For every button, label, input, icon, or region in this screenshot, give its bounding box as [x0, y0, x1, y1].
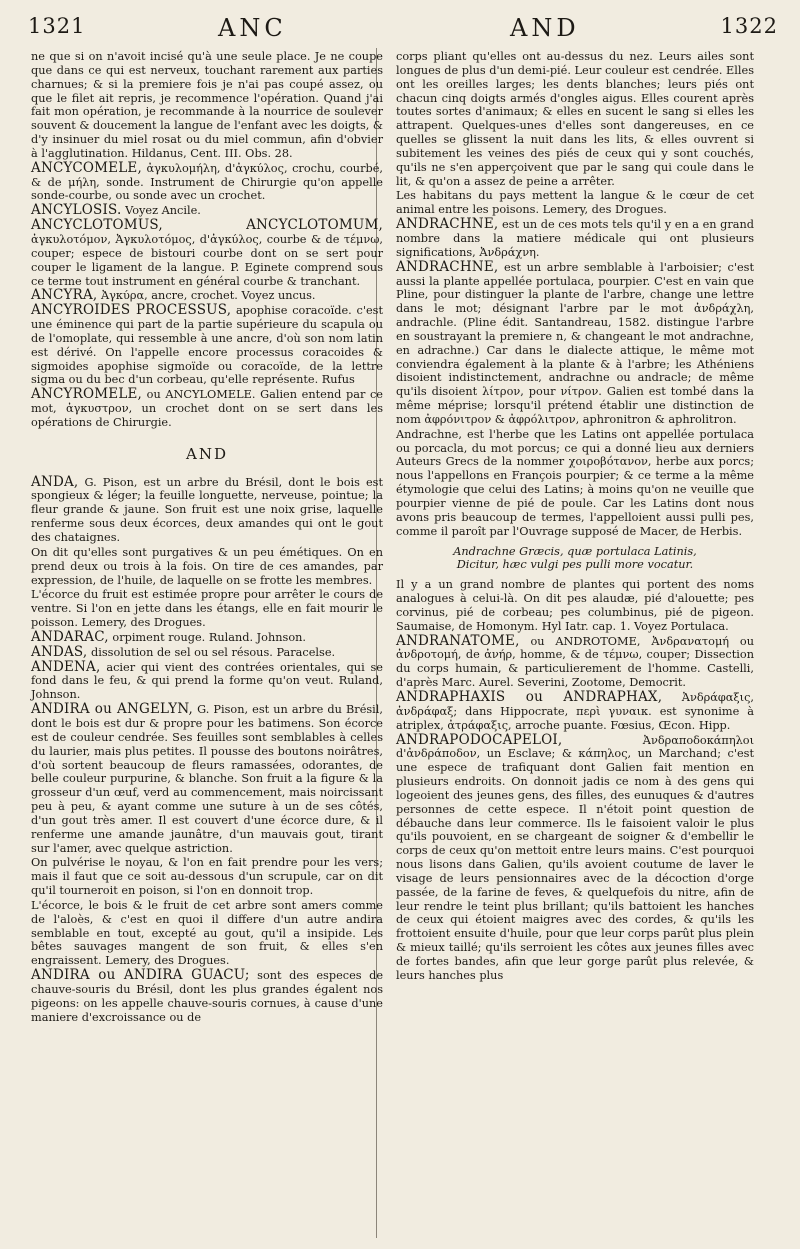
entry-andrapodocapeloi [396, 731, 754, 983]
paragraph: corps pliant qu'elles ont au-dessus du nez. Leurs ailes sont longues de plus d'un demi-pié. Leur couleur est cendrée. Elles ont les oreilles larges; les dents blanches; leurs piés ont chacun cinq doigts armés d'ongles aigus. Elles courent après toutes sortes d'animaux; & elles en sucent le sang si elles les attrapent. Quelques-unes d'elles sont dangereuses, en ce quelles se glissent la nuit dans les lits, & elles ouvrent si subitement les veines des piés de ceux qui y sont couchés, qu'ils ne s'en apperçoivent que par le sang qui coule dans le lit, & qu'on a assez de peine a arrêter. [396, 50, 755, 188]
entry-body: Voyez Ancile. [125, 204, 201, 218]
entry-andas [31, 643, 383, 660]
entry-head: ANDRAPHAXIS ou ANDRAPHAX, [396, 688, 663, 705]
paragraph: Andrachne, est l'herbe que les Latins ont appellée portulaca ou porcacla, du mot porcus; ce qui a donné lieu aux derniers Auteurs Grecs de la nommer χοιροβότανον, herbe aux porcs; nous l'appellons en François pourpier; & ce terme a la même étymologie que celui des Latins; à moins qu'on ne veuille que pourpier vienne de pié de poule. Car les Latins dont nous avons pris beaucoup de termes, l'appelloient aussi pulli pes, comme il paroît par l'Ouvrage supposé de Macer, de Herbis. [396, 427, 754, 538]
entry-body: sont des especes de chauve-souris du Brésil, dont les plus grandes égalent nos pigeons: on les appelle chauve-souris cornues, à cause d'une maniere d'excroissance ou de [31, 969, 383, 1024]
entry-head: ANDRACHNE, [396, 216, 499, 233]
entry-body: acier qui vient des contrées orientales, qui se fond dans le feu, & qui prend la forme qu'on veut. Ruland, Johnson. [31, 660, 383, 702]
paragraph: Les habitans du pays mettent la langue & le cœur de cet animal entre les poisons. Lemery, des Drogues. [396, 189, 754, 217]
paragraph: L'écorce, le bois & le fruit de cet arbre sont amers comme de l'aloès, & c'est en quoi il differe d'un autre andira semblable en tout, excepté au gout, qu'il a insipide. Les bêtes sauvages mangent de son fruit, & elles s'en engraissent. Lemery, des Drogues. [31, 898, 383, 968]
paragraph: On dit qu'elles sont purgatives & un peu émétiques. On en prend deux ou trois à la fois. On tire de ces amandes, par expression, de l'huile, de laquelle on se frotte les membres. [31, 545, 383, 587]
entry-head: ANDENA, [31, 658, 101, 675]
page-header [28, 14, 778, 48]
entry-body: dissolution de sel ou sel résous. Paracelse. [91, 645, 336, 659]
entry-andarac [31, 628, 383, 645]
entry-head: ANCYROMELE, [31, 386, 143, 403]
paragraph: Il y a un grand nombre de plantes qui portent des noms analogues à celui-là. On dit pes alaudæ, pié d'alouette; pes corvinus, pié de corbeau; pes columbinus, pié de pigeon. Saumaise, de Homonym. Hyl Iatr. cap. 1. Voyez Portulaca. [396, 578, 754, 633]
entry-andraphaxis [396, 688, 755, 733]
running-head-right: AND [510, 14, 580, 42]
entry-andira-guacu [31, 969, 383, 1024]
entry-ancyromele [31, 388, 383, 430]
entry-ancyra [31, 289, 383, 303]
entry-body: ou ANDROTOME, Ἀνδρανατομή ou ἀνδροτομή, de ἀνήρ, homme, & de τέμνω, couper; Dissection du corps humain, & particulierement de l'homme. Castelli, d'après Marc. Aurel. Severini, Zootome, Democrit. [396, 634, 755, 690]
verse-line: Andrachne Græcis, quæ portulaca Latinis, [453, 544, 697, 558]
entry-body: Ἀγκύρα, ancre, crochet. Voyez uncus. [101, 289, 316, 303]
entry-andena [31, 658, 383, 703]
entry-head: ANDIRA ou ANDIRA GUACU; [31, 967, 250, 984]
entry-body: ou ANCYLOMELE. Galien entend par ce mot, ἀγκυστρον, un crochet dont on se sert dans les opérations de Chirurgie. [31, 388, 383, 429]
paragraph: ne que si on n'avoit incisé qu'à une seule place. Je ne coupe que dans ce qui est nerveux, touchant rarement aux parties charnues; & si la premiere fois je n'ai pas coupé assez, ou que le filet ait repris, je recommence l'opération. Quand j'ai fait mon opération, je recommande à la nourrice de soulever souvent & doucement la langue de l'enfant avec les doigts, & d'y insinuer du miel rosat ou du miel commun, afin d'obvier à l'agglutination. Hildanus, Cent. III. Obs. 28. [31, 50, 383, 160]
entry-head: ANDRACHNE, [396, 258, 499, 275]
entry-body: G. Pison, est un arbre du Brésil, dont le bois est spongieux & léger; la feuille longuette, nerveuse, pointue; la fleur grande & jaune. Son fruit est une noix grise, laquelle renferme sous deux écorces, deux amandes qui ont le gout des chataignes. [31, 475, 384, 544]
page-number-left: 1321 [28, 14, 86, 38]
entry-body: Ἀνδραποδοκάπηλοι d'ἀνδράποδον, un Esclave; & κάπηλος, un Marchand; c'est une espece de trafiquant dont Galien fait mention en plusieurs endroits. On donnoit jadis ce nom à des gens qui logeoient des jeunes gens, des filles, des eunuques & d'autres personnes de cette espece. Il n'étoit point question de débauche dans leur commerce. Ils le faisoient valoir le plus qu'ils pouvoient, en se chargeant de soigner & d'embellir le corps de ceux qu'on mettoit entre leurs mains. C'est pourquoi nous lisons dans Galien, qu'ils avoient coutume de laver le visage de leurs pensionnaires avec de la décoction d'orge passée, de la farine de feves, & quelquefois du nitre, afin de leur rendre le teint plus brillant; qu'ils battoient les hanches de ceux qui étoient maigres avec des cordes, & qu'ils les frottoient ensuite d'huile, pour que leur corps parût plus plein & mieux taillé; qu'ils serroient les côtes aux jeunes filles avec de fortes bandes, afin que leur gorge parût plus relevée, & leurs hanches plus [396, 733, 754, 982]
entry-body: est un de ces mots tels qu'il y en a en grand nombre dans la matiere médicale qui ont plusieurs significations, Ἀνδράχνη. [396, 218, 755, 259]
verse-line: Dicitur, hæc vulgi pes pulli more vocatur. [456, 558, 694, 572]
right-column [396, 50, 754, 984]
entry-andira [31, 703, 383, 855]
entry-body: Ἀνδράφαξις, ἀνδράφαξ; dans Hippocrate, περὶ γυναικ. est synonime à atriplex, ἀτράφαξις, arroche puante. Fœsius, Œcon. Hipp. [396, 690, 755, 732]
entry-head: ANCYCLOTOMUS, ANCYCLOTOMUM, [31, 217, 383, 234]
entry-head: ANDARAC, [31, 628, 109, 645]
entry-head: ANDRANATOME, [396, 632, 520, 649]
running-head-left: ANC [218, 14, 287, 42]
entry-head: ANCYCOMELE, [31, 159, 142, 176]
entry-head: ANDA, [31, 473, 79, 490]
entry-ancyroides [31, 304, 383, 387]
entry-head: ANDIRA ou ANGELYN, [31, 701, 194, 718]
entry-ancycomele [31, 159, 383, 204]
paragraph: L'écorce du fruit est estimée propre pour arrêter le cours de ventre. Si l'on en jette dans les étangs, elle en fait mourir le poisson. Lemery, des Drogues. [31, 588, 383, 630]
entry-body: G. Pison, est un arbre du Brésil, dont le bois est dur & propre pour les batimens. Son écorce est de couleur cendrée. Ses feuilles sont semblables à celles du laurier, mais plus petites. Il pousse des boutons noirâtres, d'où sortent beaucoup de fleurs ramassées, odorantes, de belle couleur purpurine, & blanche. Son fruit a la figure & la grosseur d'un œuf, verd au commencement, mais noircissant peu à peu, & ayant comme une suture à un de ses côtés, d'un gout très amer. Il est couvert d'une écorce dure, & il renferme une amande jaunâtre, d'un mauvais gout, tirant sur l'amer, avec quelque astriction. [31, 703, 383, 855]
entry-body: orpiment rouge. Ruland. Johnson. [112, 630, 306, 644]
entry-ancylosis [31, 204, 383, 218]
entry-andrachne-1 [396, 218, 754, 260]
entry-body: est un arbre semblable à l'arboisier; c'est aussi la plante appellée portulaca, pourpier. C'est en vain que Pline, pour distinguer la plante de l'arbre, change une lettre dans le mot; désignant l'arbre par le mot ἀνδράχλη, andrachle. (Pline édit. Santandreau, 1582. distingue l'arbre en soustrayant la premiere n, & changeant le mot andrachne, en adrachne.) Car dans le dialecte attique, le même mot conviendra également à la plante & à l'arbre; les Athéniens disoient indistinctement, andrachne ou andracle; de même qu'ils disoient λίτρον, pour νίτρον. Galien est tombé dans la même méprise; lorsqu'il prétend établir une distinction de nom ἀφρόνιτρον & ἀφρόλιτρον, aphronitron & aphrolitron. [396, 260, 755, 426]
entry-head: ANCYLOSIS. [31, 202, 122, 219]
entry-ancyclotomus [31, 219, 383, 288]
left-column [31, 50, 383, 1026]
page-number-right: 1322 [720, 14, 778, 38]
entry-head: ANDRAPODOCAPELOI, [396, 731, 563, 748]
entry-head: ANDAS, [31, 643, 88, 660]
entry-andranatome [396, 632, 755, 690]
entry-head: ANCYROIDES PROCESSUS, [31, 302, 232, 319]
section-heading: AND [186, 444, 228, 463]
verse-quote [396, 545, 754, 573]
entry-body: ἀγκυλοτόμον, Ἀγκυλοτόμος, d'ἀγκύλος, courbe & de τέμνω, couper; espece de bistouri courbe dont on se sert pour couper le ligament de la langue. P. Eginete comprend sous ce terme tout instrument en général courbe & tranchant. [31, 232, 383, 288]
paragraph: On pulvérise le noyau, & l'on en fait prendre pour les vers; mais il faut que ce soit au-dessous d'un scrupule, car on dit qu'il tourneroit en poison, si l'on en donnoit trop. [31, 856, 383, 898]
entry-body: ἀγκυλομήλη, d'ἀγκύλος, crochu, courbé, & de μήλη, sonde. Instrument de Chirurgie qu'on appelle sonde-courbe, ou sonde avec un crochet. [31, 161, 383, 203]
entry-andrachne-2 [396, 258, 755, 427]
entry-anda [31, 473, 384, 545]
entry-head: ANCYRA, [31, 287, 98, 304]
entry-body: apophise coracoïde. c'est une éminence qui part de la partie supérieure du scapula ou de l'omoplate, qui ressemble à une ancre, d'où son nom latin est dérivé. On l'appelle encore processus coracoides & sigmoides apophise sigmoïde ou coracoïde, de la lettre sigma ou du bec d'un corbeau, qu'elle représente. Rufus [31, 304, 384, 387]
